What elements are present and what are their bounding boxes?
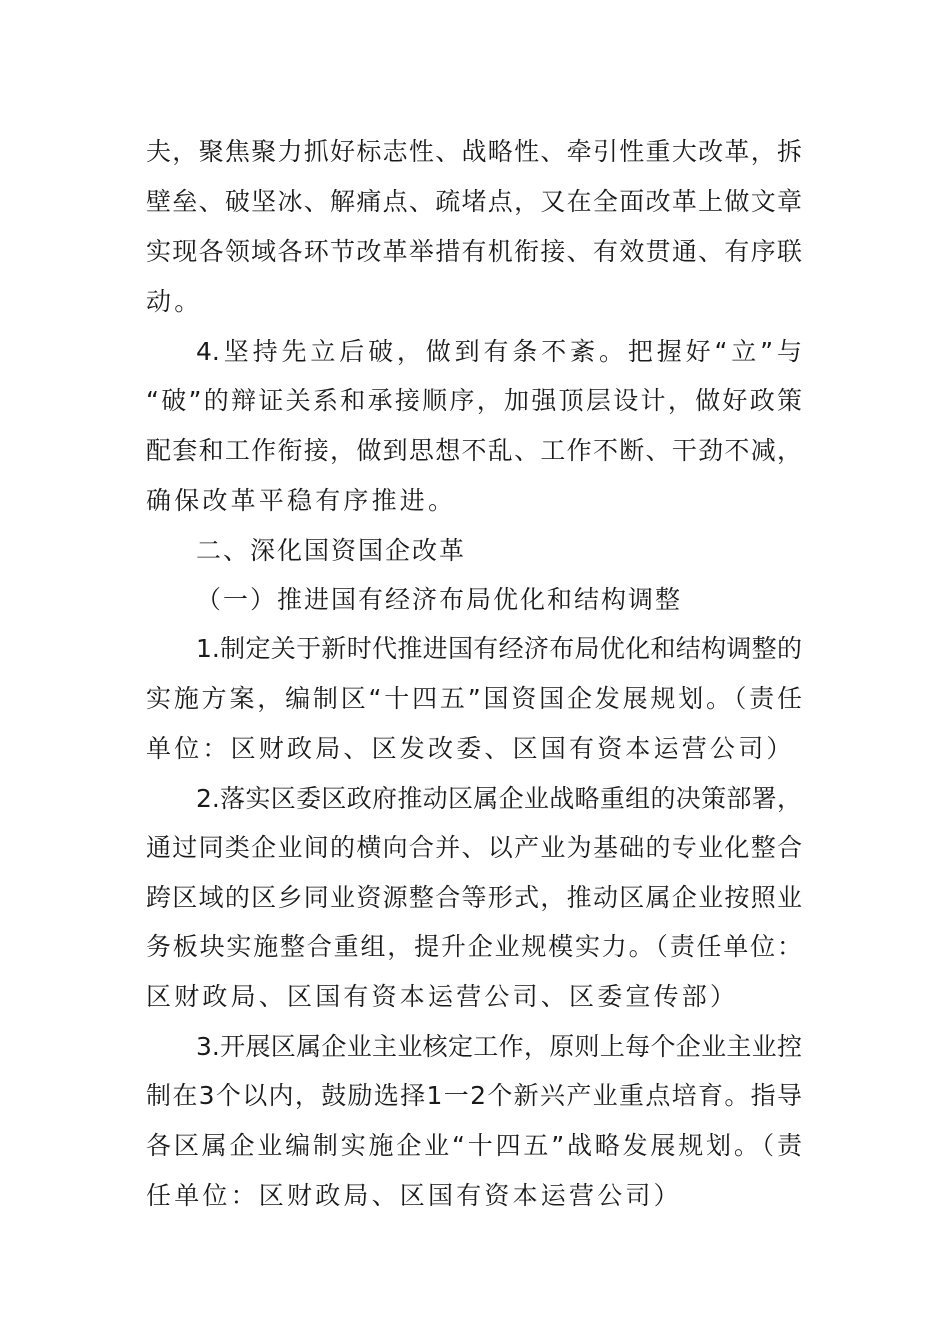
paragraph-line: 2.落实区委区政府推动区属企业战略重组的决策部署， xyxy=(196,784,802,813)
subsection-heading: （一）推进国有经济布局优化和结构调整 xyxy=(196,585,683,614)
paragraph-line: 区财政局、区国有资本运营公司、区委宣传部） xyxy=(146,982,739,1011)
paragraph-line: 实现各领域各环节改革举措有机衔接、有效贯通、有序联 xyxy=(146,237,802,266)
paragraph-line: 任单位：区财政局、区国有资本运营公司） xyxy=(146,1181,682,1210)
paragraph-line: 4.坚持先立后破，做到有条不紊。把握好“立”与 xyxy=(196,337,802,366)
paragraph-line: 1.制定关于新时代推进国有经济布局优化和结构调整的 xyxy=(196,634,802,663)
section-heading: 二、深化国资国企改革 xyxy=(196,536,467,565)
paragraph-line: “破”的辩证关系和承接顺序，加强顶层设计，做好政策 xyxy=(146,386,802,415)
paragraph-line: 确保改革平稳有序推进。 xyxy=(146,486,457,515)
paragraph-line: 配套和工作衔接，做到思想不乱、工作不断、干劲不减， xyxy=(146,436,802,465)
paragraph-line: 动。 xyxy=(146,287,203,316)
paragraph-line: 制在3个以内，鼓励选择1一2个新兴产业重点培育。指导 xyxy=(146,1081,802,1110)
paragraph-line: 各区属企业编制实施企业“十四五”战略发展规划。（责 xyxy=(146,1131,802,1160)
paragraph-line: 单位：区财政局、区发改委、区国有资本运营公司） xyxy=(146,734,795,763)
paragraph-line: 务板块实施整合重组，提升企业规模实力。（责任单位： xyxy=(146,932,802,961)
paragraph-line: 壁垒、破坚冰、解痛点、疏堵点，又在全面改革上做文章 xyxy=(146,187,802,216)
paragraph-line: 夫，聚焦聚力抓好标志性、战略性、牵引性重大改革，拆 xyxy=(146,137,802,166)
paragraph-line: 3.开展区属企业主业核定工作，原则上每个企业主业控 xyxy=(196,1032,802,1061)
paragraph-line: 跨区域的区乡同业资源整合等形式，推动区属企业按照业 xyxy=(146,883,802,912)
paragraph-line: 通过同类企业间的横向合并、以产业为基础的专业化整合 xyxy=(146,833,802,862)
paragraph-line: 实施方案，编制区“十四五”国资国企发展规划。（责任 xyxy=(146,684,802,713)
